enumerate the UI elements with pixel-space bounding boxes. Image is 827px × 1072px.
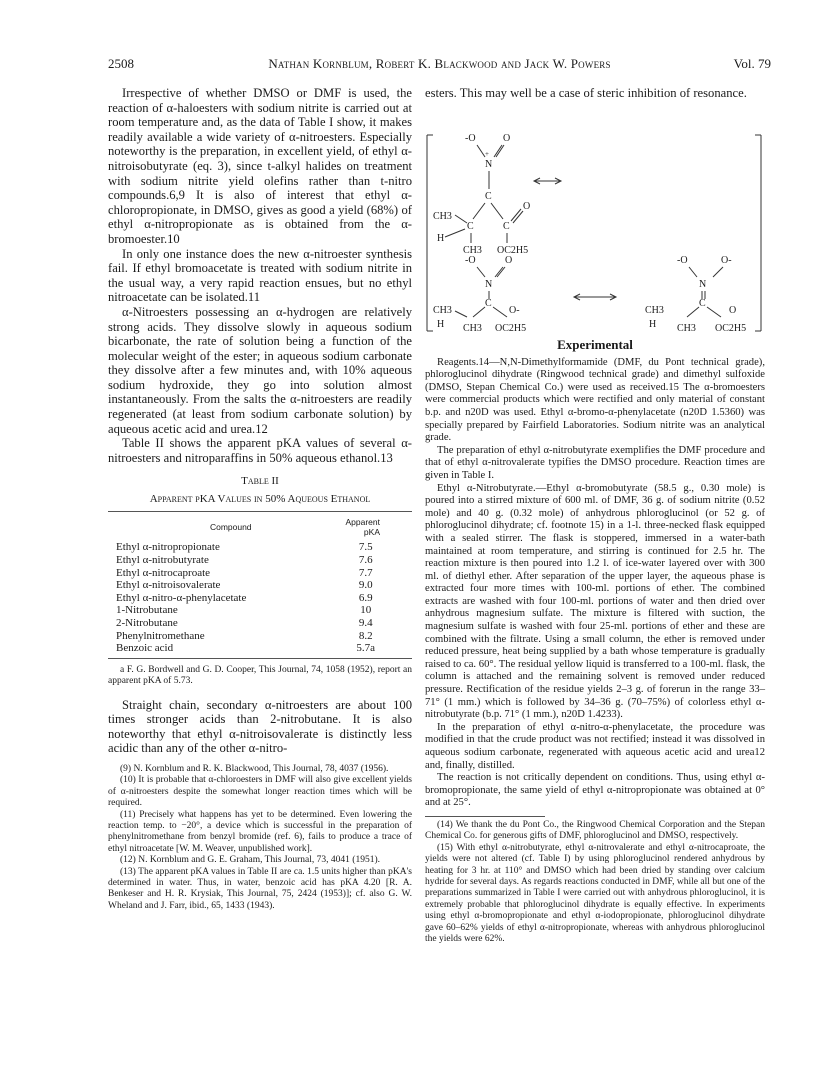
- paragraph: In only one instance does the new α-nitroester synthesis fail. If ethyl bromoacetate is treated with sodium nitrite in the usual way, a very rapid reaction ensues, but no ethyl nitroacetate can be isolated.11: [108, 246, 412, 305]
- atom-label: C: [485, 190, 492, 202]
- table-title: Apparent pKA Values in 50% Aqueous Ethanol: [149, 493, 371, 506]
- table-row: [116, 567, 386, 580]
- footnote: (13) The apparent pKA values in Table II are ca. 1.5 units higher than pKA's determined in water. Thus, in water, benzoic acid has pKA 4.20 [R. A. Benkeser and H. R. Krysiak, This Journal, 75, 2424 (1953)]; cf. also G. W. Wheland and J. Farr, ibid., 65, 1433 (1943).: [108, 866, 412, 911]
- compound-cell: Ethyl α-nitrobutyrate: [116, 554, 209, 567]
- compound-cell: 1-Nitrobutane: [116, 604, 178, 617]
- running-header: [108, 56, 771, 72]
- pka-cell: 7.6: [358, 554, 373, 567]
- atom-label: OC2H5: [715, 322, 747, 333]
- paragraph: The preparation of ethyl α-nitrobutyrate exemplifies the DMF procedure and that of ethyl α-nitrovalerate typifies the DMSO procedure. Reaction times are given in Table I.: [425, 444, 765, 481]
- atom-label: -O: [465, 254, 476, 266]
- atom-label: C: [699, 297, 706, 309]
- page-number: 2508: [108, 56, 134, 71]
- compound-cell: Ethyl α-nitroisovalerate: [116, 579, 221, 592]
- table-label: Table II: [241, 475, 279, 488]
- pka-cell: 8.2: [358, 629, 373, 642]
- atom-label: CH3: [645, 304, 664, 316]
- footnote: (14) We thank the du Pont Co., the Ringwood Chemical Corporation and the Stepan Chemical Co. for generous gifts of DMF, phloroglucinol and DMSO, respectively.: [425, 819, 765, 842]
- paragraph: Table II shows the apparent pKA values of several α-nitroesters and nitroparaffins in 50% aqueous ethanol.13: [108, 436, 412, 465]
- table-row: [116, 630, 386, 643]
- table-rule: [108, 658, 412, 659]
- compound-cell: Benzoic acid: [116, 642, 174, 655]
- left-column: [108, 86, 412, 912]
- pka-cell: 6.9: [358, 591, 373, 604]
- atom-label: O: [729, 304, 737, 316]
- atom-label: O: [505, 254, 513, 266]
- charge-mark: +: [485, 149, 489, 158]
- atom-label: N: [485, 278, 493, 290]
- atom-label: C: [467, 220, 474, 232]
- table-row: [116, 617, 386, 630]
- atom-label: N: [699, 278, 707, 290]
- table-rule: [108, 511, 412, 512]
- atom-label: H: [649, 318, 657, 330]
- resonance-structures: [425, 101, 765, 333]
- footnote: (10) It is probable that α-chloroesters in DMF will also give excellent yields of α-nitroesters despite the somewhat longer reaction times which will be required.: [108, 775, 412, 809]
- atom-label: O-: [721, 254, 732, 266]
- atom-label: CH3: [463, 322, 482, 333]
- compound-cell: 2-Nitrobutane: [116, 617, 178, 629]
- footnote: (11) Precisely what happens has yet to be determined. Even lowering the reaction temp. to −20°, a device which is successful in the preparation of phenylnitromethane from benzyl bromide (ref. 6), fails to produce a trace of ethyl nitroacetate [W. M. Weaver, unpublished work].: [108, 809, 412, 854]
- authors-line: Nathan Kornblum, Robert K. Blackwood and Jack W. Powers: [268, 56, 611, 71]
- footnote: (12) N. Kornblum and G. E. Graham, This Journal, 73, 4041 (1951).: [120, 855, 380, 866]
- table-row: [116, 604, 386, 617]
- pka-cell: 10: [360, 604, 372, 617]
- column-header: Apparent pKA: [345, 517, 380, 538]
- footnote: (15) With ethyl α-nitrobutyrate, ethyl α-nitrovalerate and ethyl α-nitrocaproate, the yields were not altered (cf. Table I) by using phloroglucinol rendered anhydrous by heating for 3 hr. at 110° and DMSO which had been dried by standing over calcium hydride for several days. As regards reactions conducted in DMF, while all but one of the preparations summarized in Table I were carried out with anhydrous phloroglucinol, it is extremely probable that phloroglucinol dihydrate is equally effective. In experiments using ethyl α-bromopropionate and ethyl α-iodopropionate, phloroglucinol dihydrate gave 60–62% yields of ethyl α-nitropropionate, whereas with anhydrous phloroglucinol the yields were 62%.: [425, 842, 765, 945]
- atom-label: O: [503, 132, 511, 144]
- compound-cell: Ethyl α-nitrocaproate: [116, 566, 211, 579]
- resonance-diagram: [425, 101, 765, 333]
- atom-label: OC2H5: [497, 244, 529, 256]
- atom-label: H: [437, 232, 445, 244]
- atom-label: -O: [677, 254, 688, 266]
- paragraph: In the preparation of ethyl α-nitro-α-phenylacetate, the procedure was modified in that the crude product was not rectified; instead it was dissolved in aqueous sodium carbonate, regenerated with aqueous acetic acid and urea12 and, finally, distilled.: [425, 721, 765, 771]
- atom-label: CH3: [433, 210, 452, 222]
- footnote-rule: [425, 816, 545, 817]
- table-row: [116, 541, 386, 554]
- atom-label: N: [485, 158, 493, 170]
- table-row: [116, 642, 386, 655]
- table-row: [116, 579, 386, 592]
- compound-cell: Ethyl α-nitropropionate: [116, 541, 220, 554]
- right-column: [425, 86, 765, 945]
- atom-label: -O: [465, 132, 476, 144]
- atom-label: O-: [509, 304, 520, 316]
- pka-cell: 9.0: [358, 579, 373, 592]
- table-header-row: [116, 515, 386, 541]
- pka-table: [116, 515, 386, 654]
- paragraph: esters. This may well be a case of steric inhibition of resonance.: [425, 86, 747, 100]
- atom-label: C: [503, 220, 510, 232]
- paragraph: The reaction is not critically dependent on conditions. Thus, using ethyl α-bromopropionate, the same yield of ethyl α-nitropropionate was obtained at 0° and at 25°.: [425, 772, 765, 809]
- atom-label: CH3: [433, 304, 452, 316]
- table-footnote: a F. G. Bordwell and G. D. Cooper, This Journal, 74, 1058 (1952), report an apparent pKA of 5.73.: [108, 664, 412, 687]
- paragraph: Straight chain, secondary α-nitroesters are about 100 times stronger acids than 2-nitrobutane. It is also noteworthy that ethyl α-nitroisovalerate is distinctly less acidic than any of the other α-nitro-: [108, 697, 412, 756]
- atom-label: O: [523, 200, 531, 212]
- section-heading: Experimental: [557, 336, 633, 352]
- compound-cell: Phenylnitromethane: [116, 629, 205, 642]
- column-header: Compound: [209, 522, 252, 533]
- table-row: [116, 554, 386, 567]
- footnotes: [108, 764, 412, 912]
- atom-label: C: [485, 297, 492, 309]
- paragraph: α-Nitroesters possessing an α-hydrogen are relatively strong acids. They dissolve slowly in aqueous sodium bicarbonate, the rate of solution being a function of the molecular weight of the ester; in aqueous sodium carbonate they dissolve after a few minutes and, with 10% aqueous sodium hydroxide, they go into solution almost instantaneously. From the salts the α-nitroesters are readily regenerated (at least from sodium carbonate solution) by aqueous acetic acid and urea.12: [108, 304, 412, 436]
- paragraph: Ethyl α-Nitrobutyrate.—Ethyl α-bromobutyrate (58.5 g., 0.30 mole) is poured into a stirred mixture of 600 ml. of DMF, 36 g. of sodium nitrite (0.52 mole) and 40 g. (0.32 mole) of anhydrous phloroglucinol (or 52 g. of phloroglucinol dihydrate; cf. footnote 15) in a 1-l. three-necked flask equipped with a sealed stirrer. The flask is stoppered, immersed in a water-bath maintained at room temperature, and stirring is continued for 2.5 hr. The reaction mixture is then poured into 1.2 l. of ice-water layered over with 300 ml. of diethyl ether. After separation of the upper layer, the aqueous phase is extracted four more times with 100-ml. portions of ether. The combined extracts are washed with four 100-ml. portions of water and then dried over anhydrous magnesium sulfate. The mixture is filtered with suction, the magnesium sulfate is washed with four 25-ml. portions of ether and these are combined with the filtrate. Using a small column, the ether is removed under reduced pressure, heat being supplied by a bath whose temperature is gradually raised to ca. 60°. The residual yellow liquid is transferred to a 100-ml. flask, the column is attached and the remaining solvent is removed under reduced pressure. Rectification of the residue yields 2–3 g. of forerun in the range 33–71° (1 mm.) which is followed by 34–36 g. (70–75%) of colorless ethyl α-nitrobutyrate (b.p. 71° (1 mm.), n20D 1.4233).: [425, 482, 765, 721]
- pka-cell: 7.5: [358, 541, 373, 554]
- footnotes: [425, 820, 765, 945]
- paragraph: Reagents.14—N,N-Dimethylformamide (DMF, du Pont technical grade), phloroglucinol dihydrate (Ringwood technical grade) and dimethyl sulfoxide (DMSO, Stepan Chemical Co.) were used as received.15 The α-bromoesters were commercial products which were rectified and only material of constant b.p. and n20D was used. Ethyl α-bromo-α-phenylacetate (n20D 1.5360) was specially prepared by Fairfield Laboratories. Sodium nitrite was an analytical grade.: [425, 356, 765, 444]
- atom-label: H: [437, 318, 445, 330]
- pka-cell: 5.7a: [356, 642, 376, 655]
- table-row: [116, 592, 386, 605]
- footnote: (9) N. Kornblum and R. K. Blackwood, This Journal, 78, 4037 (1956).: [120, 763, 389, 774]
- pka-cell: 9.4: [358, 617, 373, 629]
- pka-cell: 7.7: [358, 566, 373, 579]
- paragraph: Irrespective of whether DMSO or DMF is used, the reaction of α-haloesters with sodium nitrite is carried out at room temperature and, as the data of Table I show, it makes readily available a wide variety of α-nitroesters. Especially noteworthy is the preparation, in excellent yield, of ethyl α-nitroisobutyrate (eq. 3), since t-alkyl halides on treatment with sodium nitrite yield olefins rather than t-nitro compounds.6,9 It is also of interest that ethyl α-chloropropionate, in DMSO, gives as good a yield (68%) of ethyl α-nitropropionate as is obtained from the α-bromoester.10: [108, 86, 412, 246]
- atom-label: OC2H5: [495, 322, 527, 333]
- atom-label: CH3: [463, 244, 482, 256]
- atom-label: CH3: [677, 322, 696, 333]
- compound-cell: Ethyl α-nitro-α-phenylacetate: [116, 591, 247, 604]
- volume-label: Vol. 79: [733, 56, 771, 71]
